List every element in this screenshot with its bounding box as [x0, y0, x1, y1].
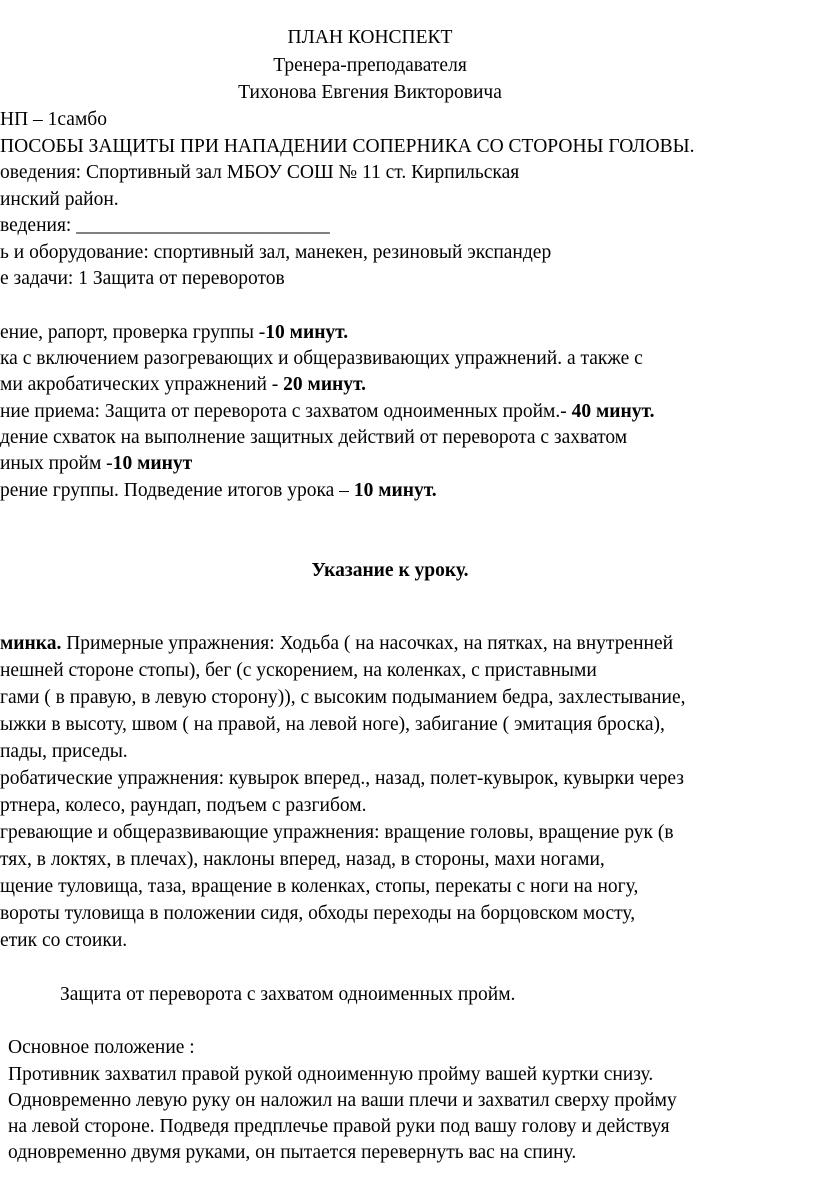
defense-paragraph: одновременно двумя руками, он пытается перевернуть вас на спину.	[8, 1142, 577, 1163]
warmup-line: пады, приседы.	[0, 741, 128, 762]
defense-paragraph: на левой стороне. Подведя предплечье правой руки под вашу голову и действуя	[8, 1116, 670, 1137]
plan-line: иных пройм -10 минут	[0, 453, 193, 474]
date-line: ведения: __________________________	[0, 215, 330, 236]
acrobatics-line: робатические упражнения: кувырок вперед., назад, полет-кувырок, кувырки через	[0, 768, 684, 789]
general-exercise-line: тях, в локтях, в плечах), наклоны вперед, назад, в стороны, махи ногами,	[0, 849, 605, 870]
warmup-line: гами ( в правую, в левую сторону)), с высоким подыманием бедра, захлестывание,	[0, 687, 686, 708]
defense-paragraph: Противник захватил правой рукой одноименную пройму вашей куртки снизу.	[8, 1064, 654, 1085]
general-exercise-line: щение туловища, таза, вращение в коленках, стопы, перекаты с ноги на ногу,	[0, 876, 639, 897]
general-exercise-line: гревающие и общеразвивающие упражнения: вращение головы, вращение рук (в	[0, 822, 674, 843]
defense-paragraph: Одновременно левую руку он наложил на ваши плечи и захватил сверху пройму	[8, 1090, 677, 1111]
general-exercise-line: вороты туловища в положении сидя, обходы переходы на борцовском мосту,	[0, 903, 636, 924]
group-line: НП – 1самбо	[0, 109, 107, 130]
doc-subtitle: Тренера-преподавателя	[273, 55, 467, 76]
coach-name: Тихонова Евгения Викторовича	[238, 82, 502, 103]
equipment-line: ь и оборудование: спортивный зал, манекен, резиновый экспандер	[0, 242, 552, 263]
plan-line: дение схваток на выполнение защитных действий от переворота с захватом	[0, 427, 628, 448]
defense-paragraph: Основное положение :	[8, 1037, 195, 1058]
warmup-line: минка. Примерные упражнения: Ходьба ( на насочках, на пятках, на внутренней	[0, 633, 674, 654]
warmup-line: нешней стороне стопы), бег (с ускорением, на коленках, с приставными	[0, 660, 597, 681]
general-exercise-line: етик со стоики.	[0, 930, 128, 951]
place-line-2: инский район.	[0, 189, 119, 210]
plan-line: ние приема: Защита от переворота с захватом одноименных пройм.- 40 минут.	[0, 401, 655, 422]
acrobatics-line: ртнера, колесо, раундап, подъем с разгибом.	[0, 795, 367, 816]
instructions-heading: Указание к уроку.	[311, 560, 469, 581]
doc-title: ПЛАН КОНСПЕКТ	[287, 27, 453, 48]
plan-line: рение группы. Подведение итогов урока – 10 минут.	[0, 480, 437, 501]
defense-title: Защита от переворота с захватом одноименных пройм.	[60, 984, 516, 1005]
topic-line: ПОСОБЫ ЗАЩИТЫ ПРИ НАПАДЕНИИ СОПЕРНИКА СО СТОРОНЫ ГОЛОВЫ.	[0, 136, 695, 157]
plan-line: ение, рапорт, проверка группы -10 минут.	[0, 322, 349, 343]
tasks-line: е задачи: 1 Защита от переворотов	[0, 268, 285, 289]
plan-line: ка с включением разогревающих и общеразвивающих упражнений. а также с	[0, 348, 643, 369]
plan-line: ми акробатических упражнений - 20 минут.	[0, 374, 367, 395]
place-line: оведения: Спортивный зал МБОУ СОШ № 11 ст. Кирпильская	[0, 162, 520, 183]
warmup-line: ыжки в высоту, швом ( на правой, на левой ноге), забигание ( эмитация броска),	[0, 714, 665, 735]
